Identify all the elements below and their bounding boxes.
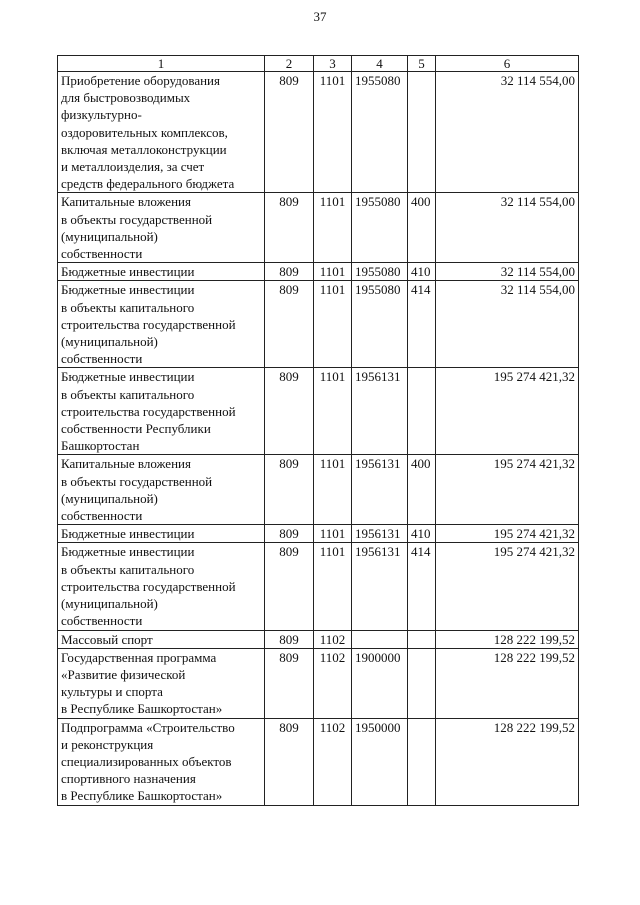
item-name-cell [58, 525, 265, 543]
amount-cell: 128 222 199,52 [436, 648, 579, 718]
column-header: 5 [408, 56, 436, 72]
item-name-line: собственности [61, 246, 143, 262]
item-name-line: строительства государственной [61, 316, 236, 332]
table-row [58, 718, 579, 805]
ministry-code-cell: 809 [265, 630, 314, 648]
item-name-line: «Развитие физической [61, 666, 186, 682]
item-name-line: в объекты капитального [61, 299, 195, 315]
item-name-line: в Республике Башкортостан» [61, 788, 223, 804]
column-header: 4 [352, 56, 408, 72]
amount-cell: 32 114 554,00 [436, 193, 579, 263]
item-name-line: Башкортостан [61, 438, 140, 454]
item-name-line: Массовый спорт [61, 631, 153, 647]
expense-type-code-cell [408, 72, 436, 193]
item-name-line: Капитальные вложения [61, 456, 191, 472]
item-name-line: (муниципальной) [61, 596, 158, 612]
section-code-cell: 1102 [314, 718, 352, 805]
item-name-line: собственности [61, 351, 143, 367]
item-name-line: в объекты государственной [61, 211, 213, 227]
table-row [58, 525, 579, 543]
target-item-code-cell: 1950000 [352, 718, 408, 805]
target-item-code-cell: 1956131 [352, 543, 408, 630]
item-name-line: Бюджетные инвестиции [61, 526, 195, 542]
item-name-line: Подпрограмма «Строительство [61, 719, 235, 735]
amount-cell: 195 274 421,32 [436, 455, 579, 525]
item-name-line: спортивного назначения [61, 771, 196, 787]
section-code-cell: 1101 [314, 72, 352, 193]
item-name-line: собственности Республики [61, 421, 211, 437]
section-code-cell: 1101 [314, 281, 352, 368]
target-item-code-cell: 1955080 [352, 72, 408, 193]
table-row [58, 281, 579, 368]
target-item-code-cell: 1956131 [352, 368, 408, 455]
item-name-line: в объекты государственной [61, 473, 213, 489]
item-name-cell [58, 648, 265, 718]
table-row [58, 543, 579, 630]
expense-type-code-cell [408, 630, 436, 648]
expense-type-code-cell: 414 [408, 543, 436, 630]
section-code-cell: 1101 [314, 525, 352, 543]
item-name-cell [58, 263, 265, 281]
item-name-line: собственности [61, 508, 143, 524]
item-name-line: собственности [61, 613, 143, 629]
ministry-code-cell: 809 [265, 455, 314, 525]
item-name-line: в объекты капитального [61, 561, 195, 577]
ministry-code-cell: 809 [265, 72, 314, 193]
expense-type-code-cell: 400 [408, 455, 436, 525]
target-item-code-cell: 1956131 [352, 455, 408, 525]
column-header: 6 [436, 56, 579, 72]
item-name-line: в Республике Башкортостан» [61, 701, 223, 717]
item-name-line: средств федерального бюджета [61, 176, 235, 192]
section-code-cell: 1101 [314, 193, 352, 263]
item-name-line: и реконструкция [61, 736, 154, 752]
item-name-line: в объекты капитального [61, 386, 195, 402]
ministry-code-cell: 809 [265, 263, 314, 281]
expense-type-code-cell: 410 [408, 263, 436, 281]
expense-type-code-cell [408, 648, 436, 718]
item-name-line: строительства государственной [61, 403, 236, 419]
item-name-line: и металлоизделия, за счет [61, 159, 205, 175]
table-row [58, 630, 579, 648]
item-name-line: физкультурно- [61, 107, 142, 123]
expense-type-code-cell [408, 368, 436, 455]
item-name-line: Капитальные вложения [61, 194, 191, 210]
section-code-cell: 1101 [314, 543, 352, 630]
column-header: 2 [265, 56, 314, 72]
table-header-row [58, 56, 579, 72]
budget-table [57, 55, 579, 806]
item-name-line: (муниципальной) [61, 228, 158, 244]
table-row [58, 263, 579, 281]
page-number: 37 [313, 9, 327, 24]
target-item-code-cell: 1955080 [352, 193, 408, 263]
item-name-line: Бюджетные инвестиции [61, 264, 195, 280]
section-code-cell: 1102 [314, 630, 352, 648]
target-item-code-cell: 1900000 [352, 648, 408, 718]
item-name-cell [58, 193, 265, 263]
amount-cell: 32 114 554,00 [436, 263, 579, 281]
item-name-cell [58, 718, 265, 805]
ministry-code-cell: 809 [265, 525, 314, 543]
expense-type-code-cell: 400 [408, 193, 436, 263]
item-name-line: Государственная программа [61, 649, 217, 665]
item-name-line: оздоровительных комплексов, [61, 124, 228, 140]
table-row [58, 648, 579, 718]
ministry-code-cell: 809 [265, 648, 314, 718]
section-code-cell: 1101 [314, 368, 352, 455]
item-name-line: культуры и спорта [61, 684, 163, 700]
table-row [58, 72, 579, 193]
amount-cell: 128 222 199,52 [436, 630, 579, 648]
section-code-cell: 1101 [314, 263, 352, 281]
target-item-code-cell [352, 630, 408, 648]
item-name-line: Бюджетные инвестиции [61, 544, 195, 560]
target-item-code-cell: 1956131 [352, 525, 408, 543]
amount-cell: 128 222 199,52 [436, 718, 579, 805]
item-name-line: строительства государственной [61, 578, 236, 594]
ministry-code-cell: 809 [265, 543, 314, 630]
item-name-cell [58, 630, 265, 648]
table-row [58, 455, 579, 525]
ministry-code-cell: 809 [265, 281, 314, 368]
section-code-cell: 1101 [314, 455, 352, 525]
ministry-code-cell: 809 [265, 718, 314, 805]
item-name-line: специализированных объектов [61, 753, 232, 769]
item-name-cell [58, 455, 265, 525]
item-name-cell [58, 368, 265, 455]
item-name-line: включая металлоконструкции [61, 141, 227, 157]
item-name-line: (муниципальной) [61, 490, 158, 506]
expense-type-code-cell [408, 718, 436, 805]
item-name-line: Бюджетные инвестиции [61, 369, 195, 385]
amount-cell: 195 274 421,32 [436, 368, 579, 455]
item-name-line: Приобретение оборудования [61, 73, 220, 88]
item-name-line: (муниципальной) [61, 334, 158, 350]
table-row [58, 193, 579, 263]
item-name-cell [58, 72, 265, 193]
amount-cell: 195 274 421,32 [436, 525, 579, 543]
ministry-code-cell: 809 [265, 368, 314, 455]
expense-type-code-cell: 410 [408, 525, 436, 543]
amount-cell: 32 114 554,00 [436, 72, 579, 193]
section-code-cell: 1102 [314, 648, 352, 718]
table-row [58, 368, 579, 455]
item-name-cell [58, 543, 265, 630]
expense-type-code-cell: 414 [408, 281, 436, 368]
column-header: 3 [314, 56, 352, 72]
column-header: 1 [58, 56, 265, 72]
amount-cell: 32 114 554,00 [436, 281, 579, 368]
item-name-cell [58, 281, 265, 368]
amount-cell: 195 274 421,32 [436, 543, 579, 630]
target-item-code-cell: 1955080 [352, 263, 408, 281]
item-name-line: для быстровозводимых [61, 90, 191, 106]
item-name-line: Бюджетные инвестиции [61, 282, 195, 298]
target-item-code-cell: 1955080 [352, 281, 408, 368]
ministry-code-cell: 809 [265, 193, 314, 263]
